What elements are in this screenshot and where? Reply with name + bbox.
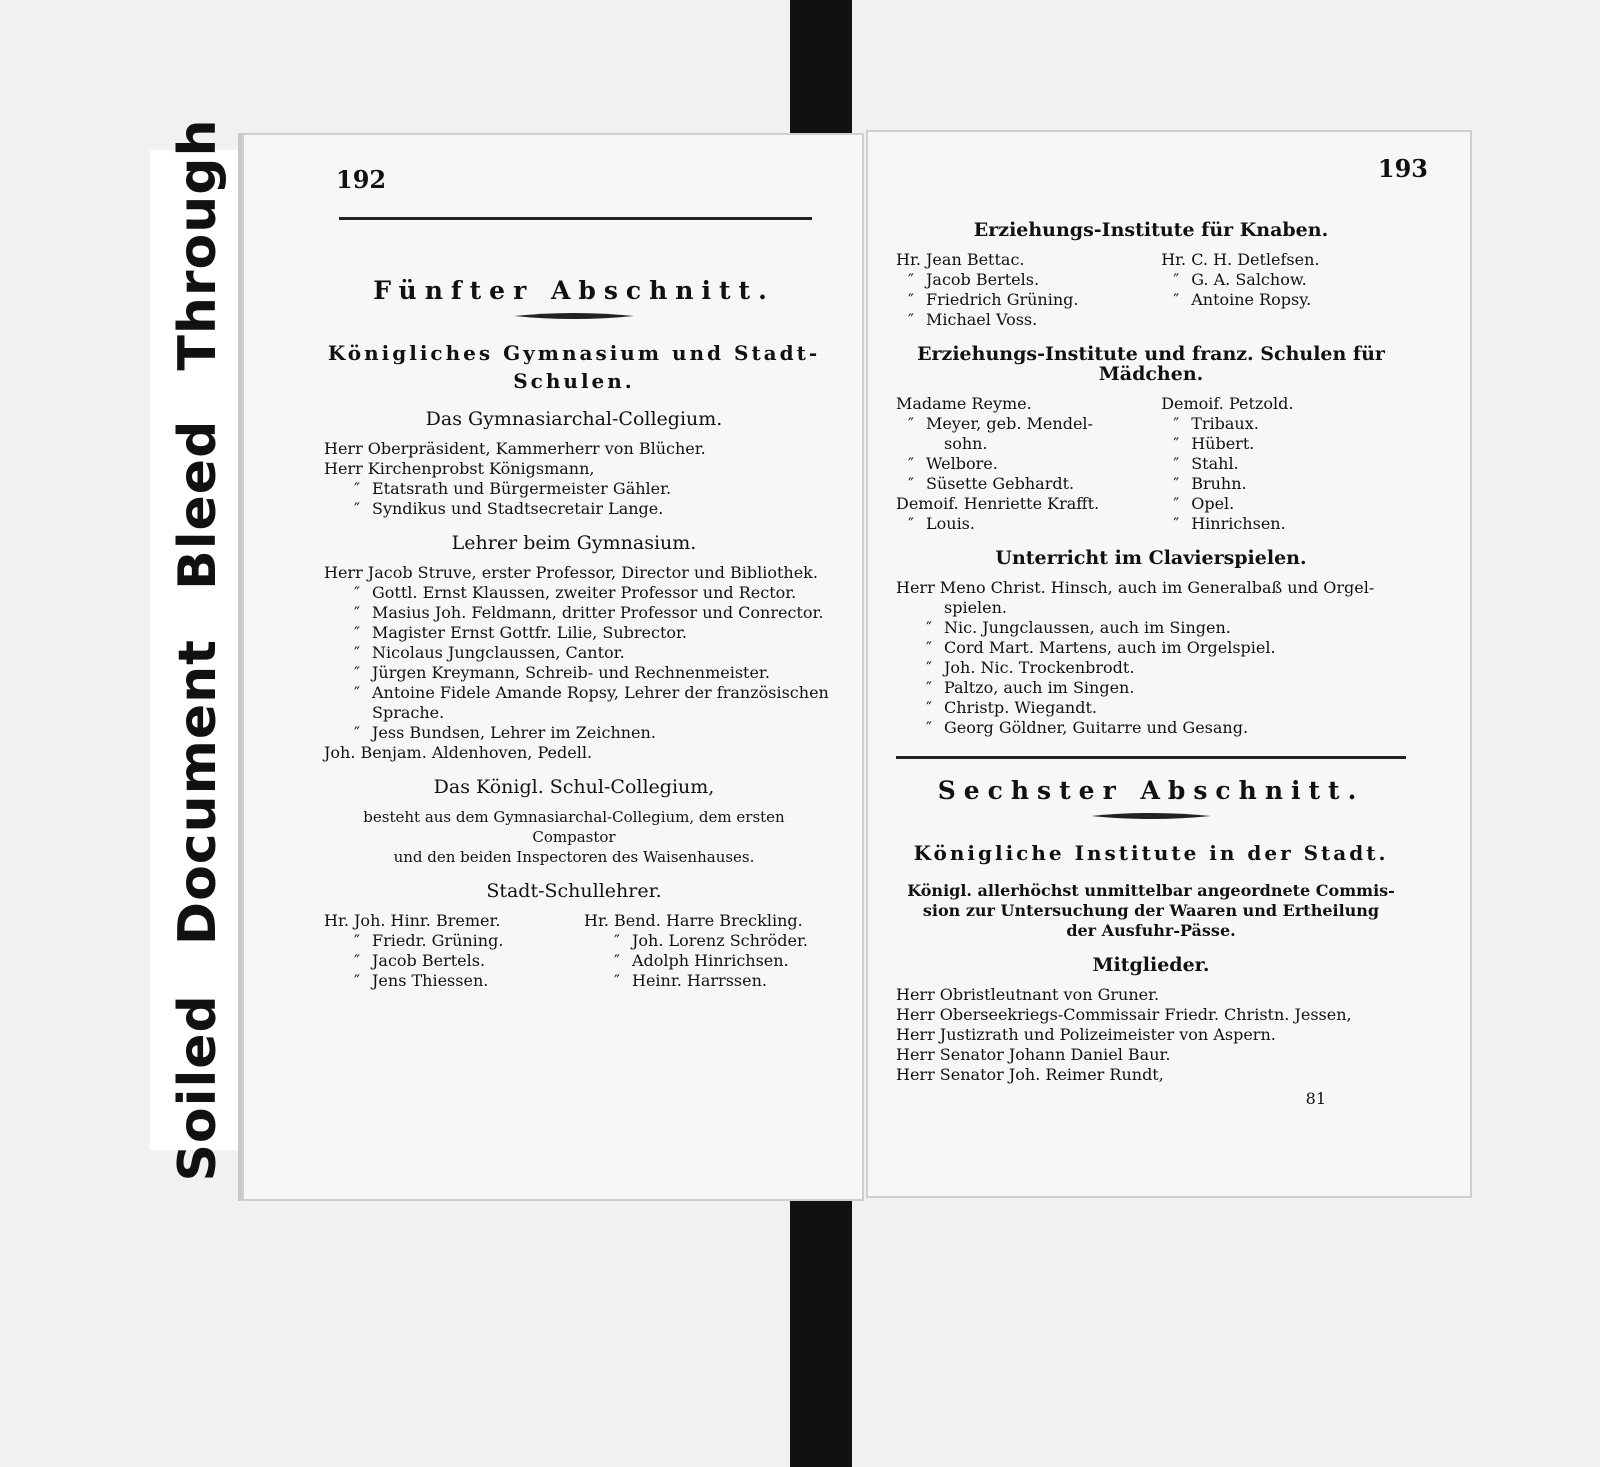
collegium-title: Das Gymnasiarchal-Collegium. <box>425 408 723 430</box>
list-item: ″ Nic. Jungclaussen, auch im Singen. <box>896 618 1406 638</box>
list-item: ″ G. A. Salchow. <box>1161 270 1406 290</box>
list-item: ″ Heinr. Harrssen. <box>584 971 824 991</box>
list-item-continuation: Sprache. <box>372 703 445 722</box>
text-line: der Ausfuhr-Pässe. <box>1066 921 1236 940</box>
members-title: Mitglieder. <box>1092 954 1210 976</box>
list-item: ″ Jacob Bertels. <box>896 270 1141 290</box>
boys-right <box>1161 250 1406 330</box>
binding-strap-top <box>790 0 852 135</box>
text-line: sion zur Untersuchung der Waaren und Ertheilung <box>922 901 1380 920</box>
right-page <box>866 130 1472 1198</box>
list-item: Hr. C. H. Detlefsen. <box>1161 250 1320 269</box>
list-item: ″ Hübert. <box>1161 434 1406 454</box>
list-item: ″ Magister Ernst Gottfr. Lilie, Subrector. <box>324 623 824 643</box>
list-item: ″ Cord Mart. Martens, auch im Orgelspiel. <box>896 638 1406 658</box>
list-item: ″ Meyer, geb. Mendel- <box>896 414 1141 434</box>
list-item: ″ Tribaux. <box>1161 414 1406 434</box>
list-item: ″ Hinrichsen. <box>1161 514 1406 534</box>
right-page-content <box>896 206 1406 1109</box>
stamp-word-3: Bleed <box>167 419 228 590</box>
list-item: Herr Kirchenprobst Königsmann, <box>324 459 595 478</box>
heading-line: Königliches Gymnasium und Stadt- <box>327 341 821 365</box>
list-item: ″ Joh. Nic. Trockenbrodt. <box>896 658 1406 678</box>
list-item: ″ Nicolaus Jungclaussen, Cantor. <box>324 643 824 663</box>
stamp-word-1: Soiled <box>167 994 228 1182</box>
list-item: Demoif. Henriette Krafft. <box>896 494 1100 513</box>
list-item: Herr Oberseekriegs-Commissair Friedr. Christn. Jessen, <box>896 1005 1352 1024</box>
list-item: Hr. Bend. Harre Breckling. <box>584 911 803 930</box>
town-teachers-right <box>584 911 824 991</box>
soiled-document-stamp <box>150 118 246 1182</box>
header-rule <box>339 217 812 220</box>
text-line: besteht aus dem Gymnasiarchal-Collegium, dem ersten Compastor <box>363 808 785 846</box>
list-item: ″ Stahl. <box>1161 454 1406 474</box>
list-item: Demoif. Petzold. <box>1161 394 1294 413</box>
section-separator-rule <box>896 756 1406 759</box>
list-item: ″ Christp. Wiegandt. <box>896 698 1406 718</box>
signature-mark: 81 <box>1305 1089 1326 1108</box>
list-item-continuation: sohn. <box>944 434 988 453</box>
institutes-title: Königliche Institute in der Stadt. <box>913 841 1389 865</box>
list-item: ″ Syndikus und Stadtsecretair Lange. <box>324 499 824 519</box>
list-item: Herr Obristleutnant von Gruner. <box>896 985 1160 1004</box>
girls-left <box>896 394 1141 534</box>
list-item: ″ Louis. <box>896 514 1141 534</box>
heading-line: Schulen. <box>513 369 635 393</box>
town-teachers-left <box>324 911 564 991</box>
page-number: 192 <box>336 165 387 194</box>
left-page <box>242 133 864 1201</box>
list-item: Herr Jacob Struve, erster Professor, Director und Bibliothek. <box>324 563 818 582</box>
list-item: ″ Jürgen Kreymann, Schreib- und Rechnenmeister. <box>324 663 824 683</box>
list-item-continuation: spielen. <box>944 598 1008 617</box>
list-item: ″ Jens Thiessen. <box>324 971 564 991</box>
list-item: Hr. Joh. Hinr. Bremer. <box>324 911 501 930</box>
heading-gymnasium <box>324 339 824 395</box>
list-item: ″ Jess Bundsen, Lehrer im Zeichnen. <box>324 723 824 743</box>
list-item: Herr Oberpräsident, Kammerherr von Blücher. <box>324 439 706 458</box>
list-item: Herr Justizrath und Polizeimeister von Aspern. <box>896 1025 1276 1044</box>
list-item: ″ Gottl. Ernst Klaussen, zweiter Professor und Rector. <box>324 583 824 603</box>
text-line: Königl. allerhöchst unmittelbar angeordnete Commis- <box>907 881 1395 900</box>
town-teachers-title: Stadt-Schullehrer. <box>486 880 662 902</box>
ornament-divider <box>514 311 634 321</box>
school-collegium-text <box>324 807 824 867</box>
list-item: Joh. Benjam. Aldenhoven, Pedell. <box>324 743 593 762</box>
list-item: ″ Antoine Fidele Amande Ropsy, Lehrer der französischen <box>324 683 824 703</box>
stamp-text <box>168 118 228 1181</box>
left-page-content <box>324 275 829 991</box>
list-item: ″ Etatsrath und Bürgermeister Gähler. <box>324 479 824 499</box>
list-item: ″ Antoine Ropsy. <box>1161 290 1406 310</box>
list-item: ″ Georg Göldner, Guitarre und Gesang. <box>896 718 1406 738</box>
list-item: ″ Jacob Bertels. <box>324 951 564 971</box>
list-item: ″ Süsette Gebhardt. <box>896 474 1141 494</box>
list-item: Madame Reyme. <box>896 394 1032 413</box>
girls-institutes-title: Erziehungs-Institute und franz. Schulen für Mädchen. <box>917 343 1385 385</box>
list-item: ″ Masius Joh. Feldmann, dritter Professor und Conrector. <box>324 603 824 623</box>
section-title: Fünfter Abschnitt. <box>373 276 775 305</box>
list-item: Hr. Jean Bettac. <box>896 250 1025 269</box>
girls-institutes-columns <box>896 394 1406 534</box>
girls-right <box>1161 394 1406 534</box>
list-item: Herr Meno Christ. Hinsch, auch im Generalbaß und Orgel- <box>896 578 1375 597</box>
list-item: ″ Welbore. <box>896 454 1141 474</box>
ornament-divider <box>1091 811 1211 821</box>
boys-institutes-title: Erziehungs-Institute für Knaben. <box>973 219 1329 241</box>
page-number: 193 <box>1377 154 1428 183</box>
teachers-title: Lehrer beim Gymnasium. <box>451 532 697 554</box>
list-item: Herr Senator Joh. Reimer Rundt, <box>896 1065 1164 1084</box>
boys-left <box>896 250 1141 330</box>
list-item: ″ Joh. Lorenz Schröder. <box>584 931 824 951</box>
stamp-word-4: Through <box>167 118 228 371</box>
section-title: Sechster Abschnitt. <box>937 776 1365 805</box>
list-item: ″ Michael Voss. <box>896 310 1141 330</box>
list-item: ″ Friedr. Grüning. <box>324 931 564 951</box>
list-item: ″ Paltzo, auch im Singen. <box>896 678 1406 698</box>
list-item: ″ Bruhn. <box>1161 474 1406 494</box>
list-item: Herr Senator Johann Daniel Baur. <box>896 1045 1171 1064</box>
town-teachers-columns <box>324 911 824 991</box>
text-line: und den beiden Inspectoren des Waisenhauses. <box>393 848 755 866</box>
piano-lessons-title: Unterricht im Clavierspielen. <box>995 547 1307 569</box>
stamp-word-2: Document <box>167 639 228 946</box>
list-item: ″ Opel. <box>1161 494 1406 514</box>
school-collegium-title: Das Königl. Schul-Collegium, <box>433 776 715 798</box>
binding-strap-bottom <box>790 1185 852 1467</box>
list-item: ″ Adolph Hinrichsen. <box>584 951 824 971</box>
boys-institutes-columns <box>896 250 1406 330</box>
commission-text <box>896 881 1406 941</box>
list-item: ″ Friedrich Grüning. <box>896 290 1141 310</box>
